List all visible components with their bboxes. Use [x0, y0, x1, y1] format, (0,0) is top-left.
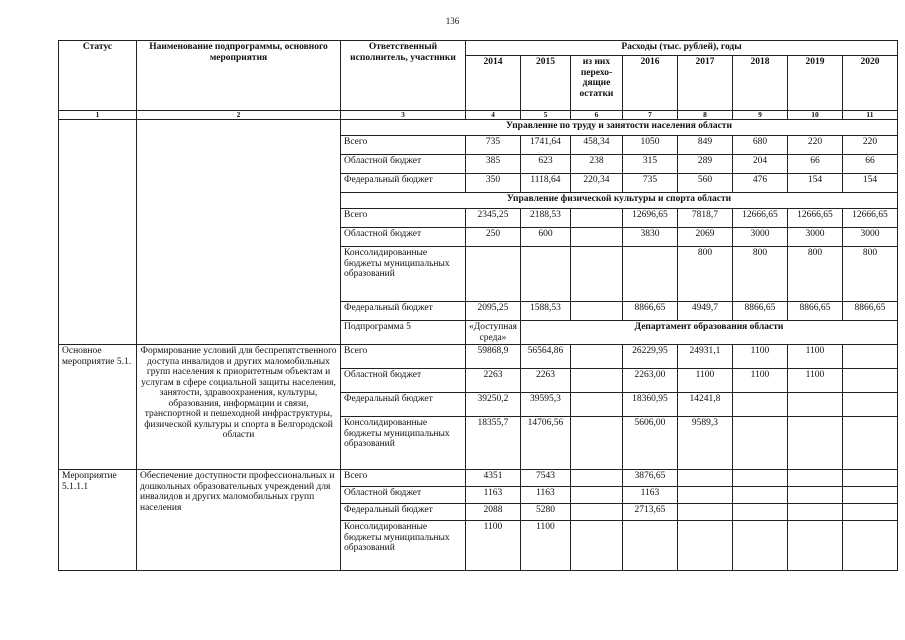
cell: 1741,64	[520, 136, 570, 155]
cell	[842, 470, 897, 487]
cell	[787, 504, 842, 521]
cell: 1100	[787, 369, 842, 393]
cell: 220	[787, 136, 842, 155]
cell: 1163	[520, 487, 570, 504]
row-label: Федеральный бюджет	[341, 302, 466, 321]
header-expenses: Расходы (тыс. рублей), годы	[466, 41, 898, 56]
cell	[570, 504, 622, 521]
cell	[732, 504, 787, 521]
cell: 1118,64	[520, 174, 570, 193]
cell: 7818,7	[677, 209, 732, 228]
year-2016: 2016	[622, 56, 677, 111]
cell: 1100	[732, 369, 787, 393]
cell: 8866,65	[787, 302, 842, 321]
col-index: 2	[137, 111, 341, 120]
cell: 204	[732, 155, 787, 174]
cell	[677, 521, 732, 571]
row-label: Федеральный бюджет	[341, 174, 466, 193]
cell: 39595,3	[520, 393, 570, 417]
table-row	[59, 470, 898, 487]
cell: 220,34	[570, 174, 622, 193]
cell: 2188,53	[520, 209, 570, 228]
cell	[677, 504, 732, 521]
cell	[570, 470, 622, 487]
cell: 3000	[787, 228, 842, 247]
dept-title: Департамент образования области	[520, 321, 897, 345]
cell: 1163	[622, 487, 677, 504]
cell: 24931,1	[677, 345, 732, 369]
cell: 220	[842, 136, 897, 155]
col-index: 4	[466, 111, 521, 120]
cell: 1050	[622, 136, 677, 155]
cell: 849	[677, 136, 732, 155]
cell: 3000	[842, 228, 897, 247]
col-index: 9	[732, 111, 787, 120]
cell: 56564,86	[520, 345, 570, 369]
cell: 1100	[520, 521, 570, 571]
cell: 2263	[520, 369, 570, 393]
section-title: Управление физической культуры и спорта области	[341, 193, 898, 209]
col-index: 8	[677, 111, 732, 120]
cell: 66	[842, 155, 897, 174]
year-carryover: из них перехо-дящие остатки	[570, 56, 622, 111]
cell: 1100	[466, 521, 521, 571]
year-2015: 2015	[520, 56, 570, 111]
header-name: Наименование подпрограммы, основного мероприятия	[137, 41, 341, 111]
section-title: Управление по труду и занятости населения области	[341, 120, 898, 136]
col-index: 6	[570, 111, 622, 120]
col-index: 3	[341, 111, 466, 120]
cell	[622, 247, 677, 302]
cell: 800	[842, 247, 897, 302]
cell: 458,34	[570, 136, 622, 155]
cell	[677, 487, 732, 504]
cell	[570, 228, 622, 247]
subprogram-name: «Доступная среда»	[466, 321, 521, 345]
cell: 9589,3	[677, 417, 732, 470]
col-index: 10	[787, 111, 842, 120]
cell: 735	[466, 136, 521, 155]
cell: 4949,7	[677, 302, 732, 321]
cell	[570, 521, 622, 571]
cell: 1100	[787, 345, 842, 369]
cell: 12666,65	[732, 209, 787, 228]
cell: 1100	[677, 369, 732, 393]
cell: 289	[677, 155, 732, 174]
col-index: 11	[842, 111, 897, 120]
blank-name-cell	[137, 120, 341, 345]
cell: 2713,65	[622, 504, 677, 521]
row-label: Консолидированные бюджеты муниципальных образований	[341, 247, 466, 302]
cell	[787, 521, 842, 571]
cell: 12666,65	[787, 209, 842, 228]
cell: 385	[466, 155, 521, 174]
blank-status-cell	[59, 120, 137, 345]
cell: 39250,2	[466, 393, 521, 417]
cell	[787, 487, 842, 504]
cell	[570, 417, 622, 470]
row-label: Областной бюджет	[341, 369, 466, 393]
cell	[842, 369, 897, 393]
cell	[520, 247, 570, 302]
cell: 250	[466, 228, 521, 247]
cell: 476	[732, 174, 787, 193]
row-label: Областной бюджет	[341, 155, 466, 174]
cell: 154	[787, 174, 842, 193]
cell	[622, 521, 677, 571]
cell	[732, 470, 787, 487]
cell	[842, 487, 897, 504]
cell: 4351	[466, 470, 521, 487]
cell: 8866,65	[732, 302, 787, 321]
col-index: 5	[520, 111, 570, 120]
cell	[787, 470, 842, 487]
cell: 1163	[466, 487, 521, 504]
cell	[466, 247, 521, 302]
cell	[732, 521, 787, 571]
cell	[787, 417, 842, 470]
cell	[570, 302, 622, 321]
row-label: Всего	[341, 345, 466, 369]
row-label: Всего	[341, 136, 466, 155]
row-label: Консолидированные бюджеты муниципальных образований	[341, 521, 466, 571]
cell: 735	[622, 174, 677, 193]
page-number: 136	[445, 16, 460, 26]
row-label: Областной бюджет	[341, 228, 466, 247]
cell	[787, 393, 842, 417]
cell: 350	[466, 174, 521, 193]
cell: 12666,65	[842, 209, 897, 228]
cell: 5606,00	[622, 417, 677, 470]
row-label: Всего	[341, 209, 466, 228]
cell: 600	[520, 228, 570, 247]
event-status: Мероприятие 5.1.1.1	[59, 470, 137, 571]
cell: 14706,56	[520, 417, 570, 470]
col-index: 7	[622, 111, 677, 120]
cell: 12696,65	[622, 209, 677, 228]
cell: 1588,53	[520, 302, 570, 321]
cell: 1100	[732, 345, 787, 369]
cell	[570, 247, 622, 302]
cell: 154	[842, 174, 897, 193]
year-2019: 2019	[787, 56, 842, 111]
cell	[570, 345, 622, 369]
year-2014: 2014	[466, 56, 521, 111]
cell: 315	[622, 155, 677, 174]
cell: 18360,95	[622, 393, 677, 417]
col-index: 1	[59, 111, 137, 120]
cell: 2088	[466, 504, 521, 521]
cell	[732, 417, 787, 470]
cell: 680	[732, 136, 787, 155]
cell: 8866,65	[842, 302, 897, 321]
year-2020: 2020	[842, 56, 897, 111]
header-executor: Ответственный исполнитель, участники	[341, 41, 466, 111]
cell	[570, 393, 622, 417]
cell	[842, 504, 897, 521]
cell: 800	[732, 247, 787, 302]
row-label: Областной бюджет	[341, 487, 466, 504]
main-event-status: Основное мероприятие 5.1.	[59, 345, 137, 470]
cell	[570, 487, 622, 504]
cell: 2095,25	[466, 302, 521, 321]
cell: 26229,95	[622, 345, 677, 369]
cell	[570, 369, 622, 393]
row-label: Всего	[341, 470, 466, 487]
row-label: Федеральный бюджет	[341, 393, 466, 417]
cell: 3830	[622, 228, 677, 247]
cell	[842, 393, 897, 417]
year-2018: 2018	[732, 56, 787, 111]
cell	[732, 487, 787, 504]
cell: 8866,65	[622, 302, 677, 321]
cell: 2069	[677, 228, 732, 247]
main-event-name: Формирование условий для беспрепятственного доступа инвалидов и других маломобильных групп населения к приоритетным объектам и услугам в сфере социальной защиты населения, занятости, здравоохранения, культуры, образования, информации и связи, транспортной и пешеходной инфраструктуры, физической культуры и спорта в Белгородской области	[137, 345, 341, 470]
subprogram-status: Подпрограмма 5	[341, 321, 466, 345]
cell: 3000	[732, 228, 787, 247]
cell: 623	[520, 155, 570, 174]
cell: 238	[570, 155, 622, 174]
cell	[842, 521, 897, 571]
header-status: Статус	[59, 41, 137, 111]
cell	[677, 470, 732, 487]
event-name: Обеспечение доступности профессиональных и дошкольных образовательных учреждений для инвалидов и других маломобильных групп населения	[137, 470, 341, 571]
cell: 18355,7	[466, 417, 521, 470]
cell	[570, 209, 622, 228]
table-row	[59, 345, 898, 369]
cell: 5280	[520, 504, 570, 521]
cell: 66	[787, 155, 842, 174]
cell: 2345,25	[466, 209, 521, 228]
cell: 7543	[520, 470, 570, 487]
row-label: Консолидированные бюджеты муниципальных образований	[341, 417, 466, 470]
cell	[842, 345, 897, 369]
cell: 800	[677, 247, 732, 302]
cell: 59868,9	[466, 345, 521, 369]
cell: 2263	[466, 369, 521, 393]
year-2017: 2017	[677, 56, 732, 111]
row-label: Федеральный бюджет	[341, 504, 466, 521]
expenses-table	[58, 40, 898, 571]
cell: 560	[677, 174, 732, 193]
cell: 3876,65	[622, 470, 677, 487]
cell	[732, 393, 787, 417]
cell: 800	[787, 247, 842, 302]
cell: 14241,8	[677, 393, 732, 417]
cell	[842, 417, 897, 470]
cell: 2263,00	[622, 369, 677, 393]
